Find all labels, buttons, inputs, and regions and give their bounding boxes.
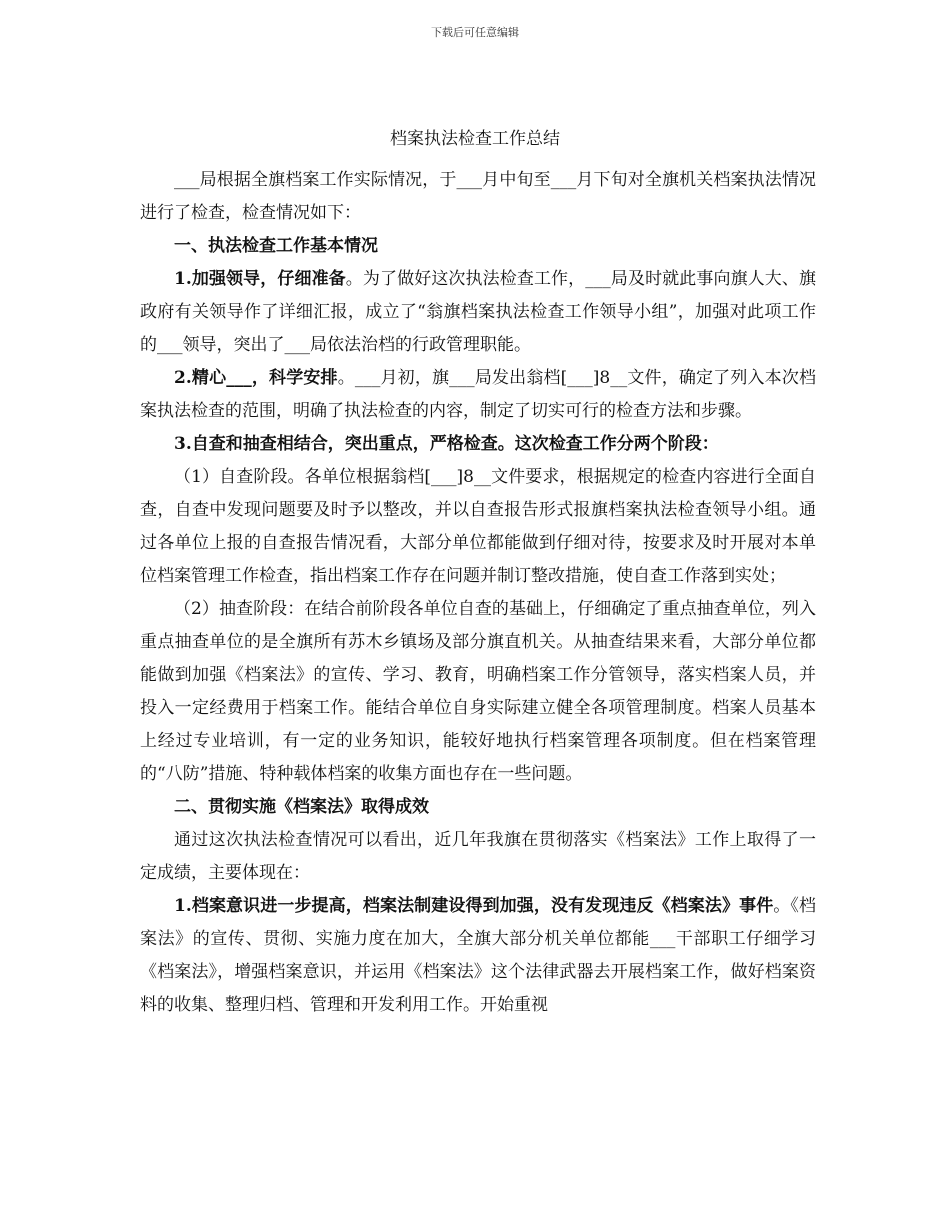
paragraph-self-check: （1）自查阶段。各单位根据翁档[___]8__文件要求，根据规定的检查内容进行全面自查，自查中发现问题要及时予以整改，并以自查报告形式报旗档案执法检查领导小组。通过各单位上报的自查报告情况看，大部分单位都能做到仔细对待，按要求及时开展对本单位档案管理工作检查，指出档案工作存在问题并制订整改措施，使自查工作落到实处； (140, 467, 816, 586)
result-text-1: 。《档案法》的宣传、贯彻、实施力度在加大，全旗大部分机关单位都能___干部职工仔细学习《档案法》，增强档案意识，并运用《档案法》这个法律武器去开展档案工作，做好档案资料的收集、整理归档、管理和开发利用工作。开始重视 (140, 896, 816, 1015)
paragraph-results-intro: 通过这次执法检查情况可以看出，近几年我旗在贯彻落实《档案法》工作上取得了一定成绩，主要体现在： (140, 830, 816, 883)
section-heading-2: 二、贯彻实施《档案法》取得成效 (174, 797, 429, 817)
result-lead-1: 1.档案意识进一步提高，档案法制建设得到加强，没有发现违反《档案法》事件 (174, 896, 774, 916)
item-heading-3: 3.自查和抽查相结合，突出重点，严格检查。这次检查工作分两个阶段： (174, 434, 719, 454)
paragraph-item-2 (140, 362, 816, 428)
item-text-1: 。为了做好这次执法检查工作，___局及时就此事向旗人大、旗政府有关领导作了详细汇报，成立了“翁旗档案执法检查工作领导小组”，加强对此项工作的___领导，突出了___局依法治档的行政管理职能。 (140, 269, 817, 355)
section-heading-1: 一、执法检查工作基本情况 (174, 236, 378, 256)
document-body (140, 164, 816, 1022)
paragraph-intro: ___局根据全旗档案工作实际情况，于___月中旬至___月下旬对全旗机关档案执法情况进行了检查，检查情况如下： (140, 170, 816, 223)
document-title: 档案执法检查工作总结 (390, 129, 560, 149)
item-text-2: 。___月初，旗___局发出翁档[___]8__文件，确定了列入本次档案执法检查的范围，明确了执法检查的内容，制定了切实可行的检查方法和步骤。 (140, 368, 816, 421)
item-lead-2: 2.精心___，科学安排 (174, 368, 338, 388)
page-header: 下载后可任意编辑 (431, 26, 519, 39)
paragraph-item-1 (140, 263, 816, 362)
paragraph-result-1 (140, 890, 816, 1022)
paragraph-spot-check: （2）抽查阶段：在结合前阶段各单位自查的基础上，仔细确定了重点抽查单位，列入重点抽查单位的是全旗所有苏木乡镇场及部分旗直机关。从抽查结果来看，大部分单位都能做到加强《档案法》的宣传、学习、教育，明确档案工作分管领导，落实档案人员，并投入一定经费用于档案工作。能结合单位自身实际建立健全各项管理制度。档案人员基本上经过专业培训，有一定的业务知识，能较好地执行档案管理各项制度。但在档案管理的“八防”措施、特种载体档案的收集方面也存在一些问题。 (140, 599, 816, 784)
item-lead-1: 1.加强领导，仔细准备 (174, 269, 346, 289)
